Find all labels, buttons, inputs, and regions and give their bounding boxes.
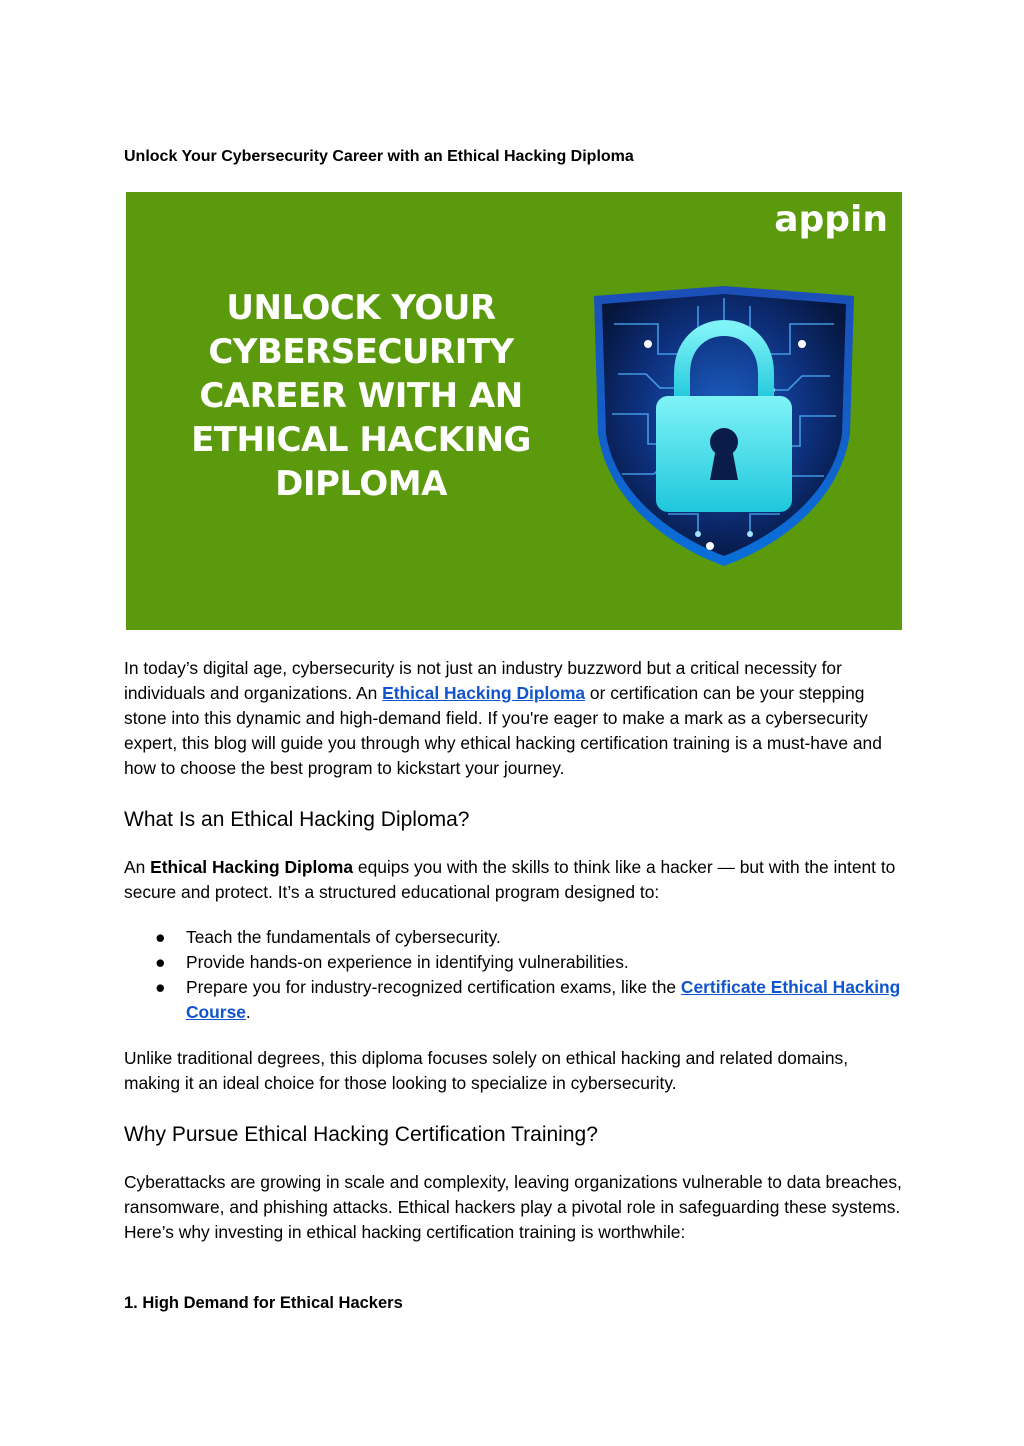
list-item-text-end: . xyxy=(245,1002,251,1022)
list-item xyxy=(124,950,904,975)
section1-closing-paragraph: Unlike traditional degrees, this diploma focuses solely on ethical hacking and related domains, making it an ideal choice for those looking to specialize in cybersecurity. xyxy=(124,1048,849,1093)
intro-text: In today’s digital age, cybersecurity is not just an industry buzzword but a critical necessity for individuals and organizations. An xyxy=(124,658,842,703)
bullet-icon: ● xyxy=(155,927,166,947)
appin-logo: appin xyxy=(774,199,888,240)
intro-text-continued: or certification can be your stepping stone into this dynamic and high-demand field. If you're eager to make a mark as a cybersecurity expert, this blog will guide you through why ethical hacking certification training is a must-have and how to choose the best program to kickstart your journey. xyxy=(124,683,882,778)
banner-headline-line: DIPLOMA xyxy=(275,464,447,504)
banner-headline xyxy=(166,286,556,506)
ethical-hacking-diploma-link[interactable]: Ethical Hacking Diploma xyxy=(382,683,586,703)
list-item xyxy=(124,925,904,950)
banner-headline-line: CYBERSECURITY xyxy=(208,332,514,372)
bullet-icon: ● xyxy=(155,977,166,997)
certificate-ethical-hacking-course-link[interactable]: Certificate Ethical Hacking Course xyxy=(186,977,901,1022)
document-title: Unlock Your Cybersecurity Career with an Ethical Hacking Diploma xyxy=(124,148,634,165)
list-item-text: Provide hands-on experience in identifying vulnerabilities. xyxy=(186,952,629,972)
list-item xyxy=(124,975,904,1025)
banner-headline-line: CAREER WITH AN xyxy=(199,376,523,416)
section1-text: An xyxy=(124,857,151,877)
list-item-text: Prepare you for industry-recognized certification exams, like the xyxy=(186,977,681,997)
section-heading-what-is: What Is an Ethical Hacking Diploma? xyxy=(124,808,470,831)
subheading-high-demand: 1. High Demand for Ethical Hackers xyxy=(124,1294,403,1312)
bullet-icon: ● xyxy=(155,952,166,972)
shield-lock-icon xyxy=(588,284,860,570)
banner-headline-line: ETHICAL HACKING xyxy=(191,420,531,460)
section1-paragraph xyxy=(124,855,904,905)
section2-paragraph: Cyberattacks are growing in scale and complexity, leaving organizations vulnerable to data breaches, ransomware, and phishing attacks. Ethical hackers play a pivotal role in safeguarding these systems. Here’s why investing in ethical hacking certification training is worthwhile: xyxy=(124,1172,902,1242)
section1-bold-term: Ethical Hacking Diploma xyxy=(150,857,354,877)
hero-banner-image xyxy=(126,192,902,630)
intro-paragraph xyxy=(124,656,904,781)
banner-headline-line: UNLOCK YOUR xyxy=(226,288,496,328)
section1-text-continued: equips you with the skills to think like a hacker — but with the intent to secure and protect. It’s a structured educational program designed to: xyxy=(124,857,896,902)
section-heading-why-pursue: Why Pursue Ethical Hacking Certification Training? xyxy=(124,1123,598,1146)
diploma-goals-list xyxy=(124,925,904,1025)
list-item-text: Teach the fundamentals of cybersecurity. xyxy=(186,927,501,947)
